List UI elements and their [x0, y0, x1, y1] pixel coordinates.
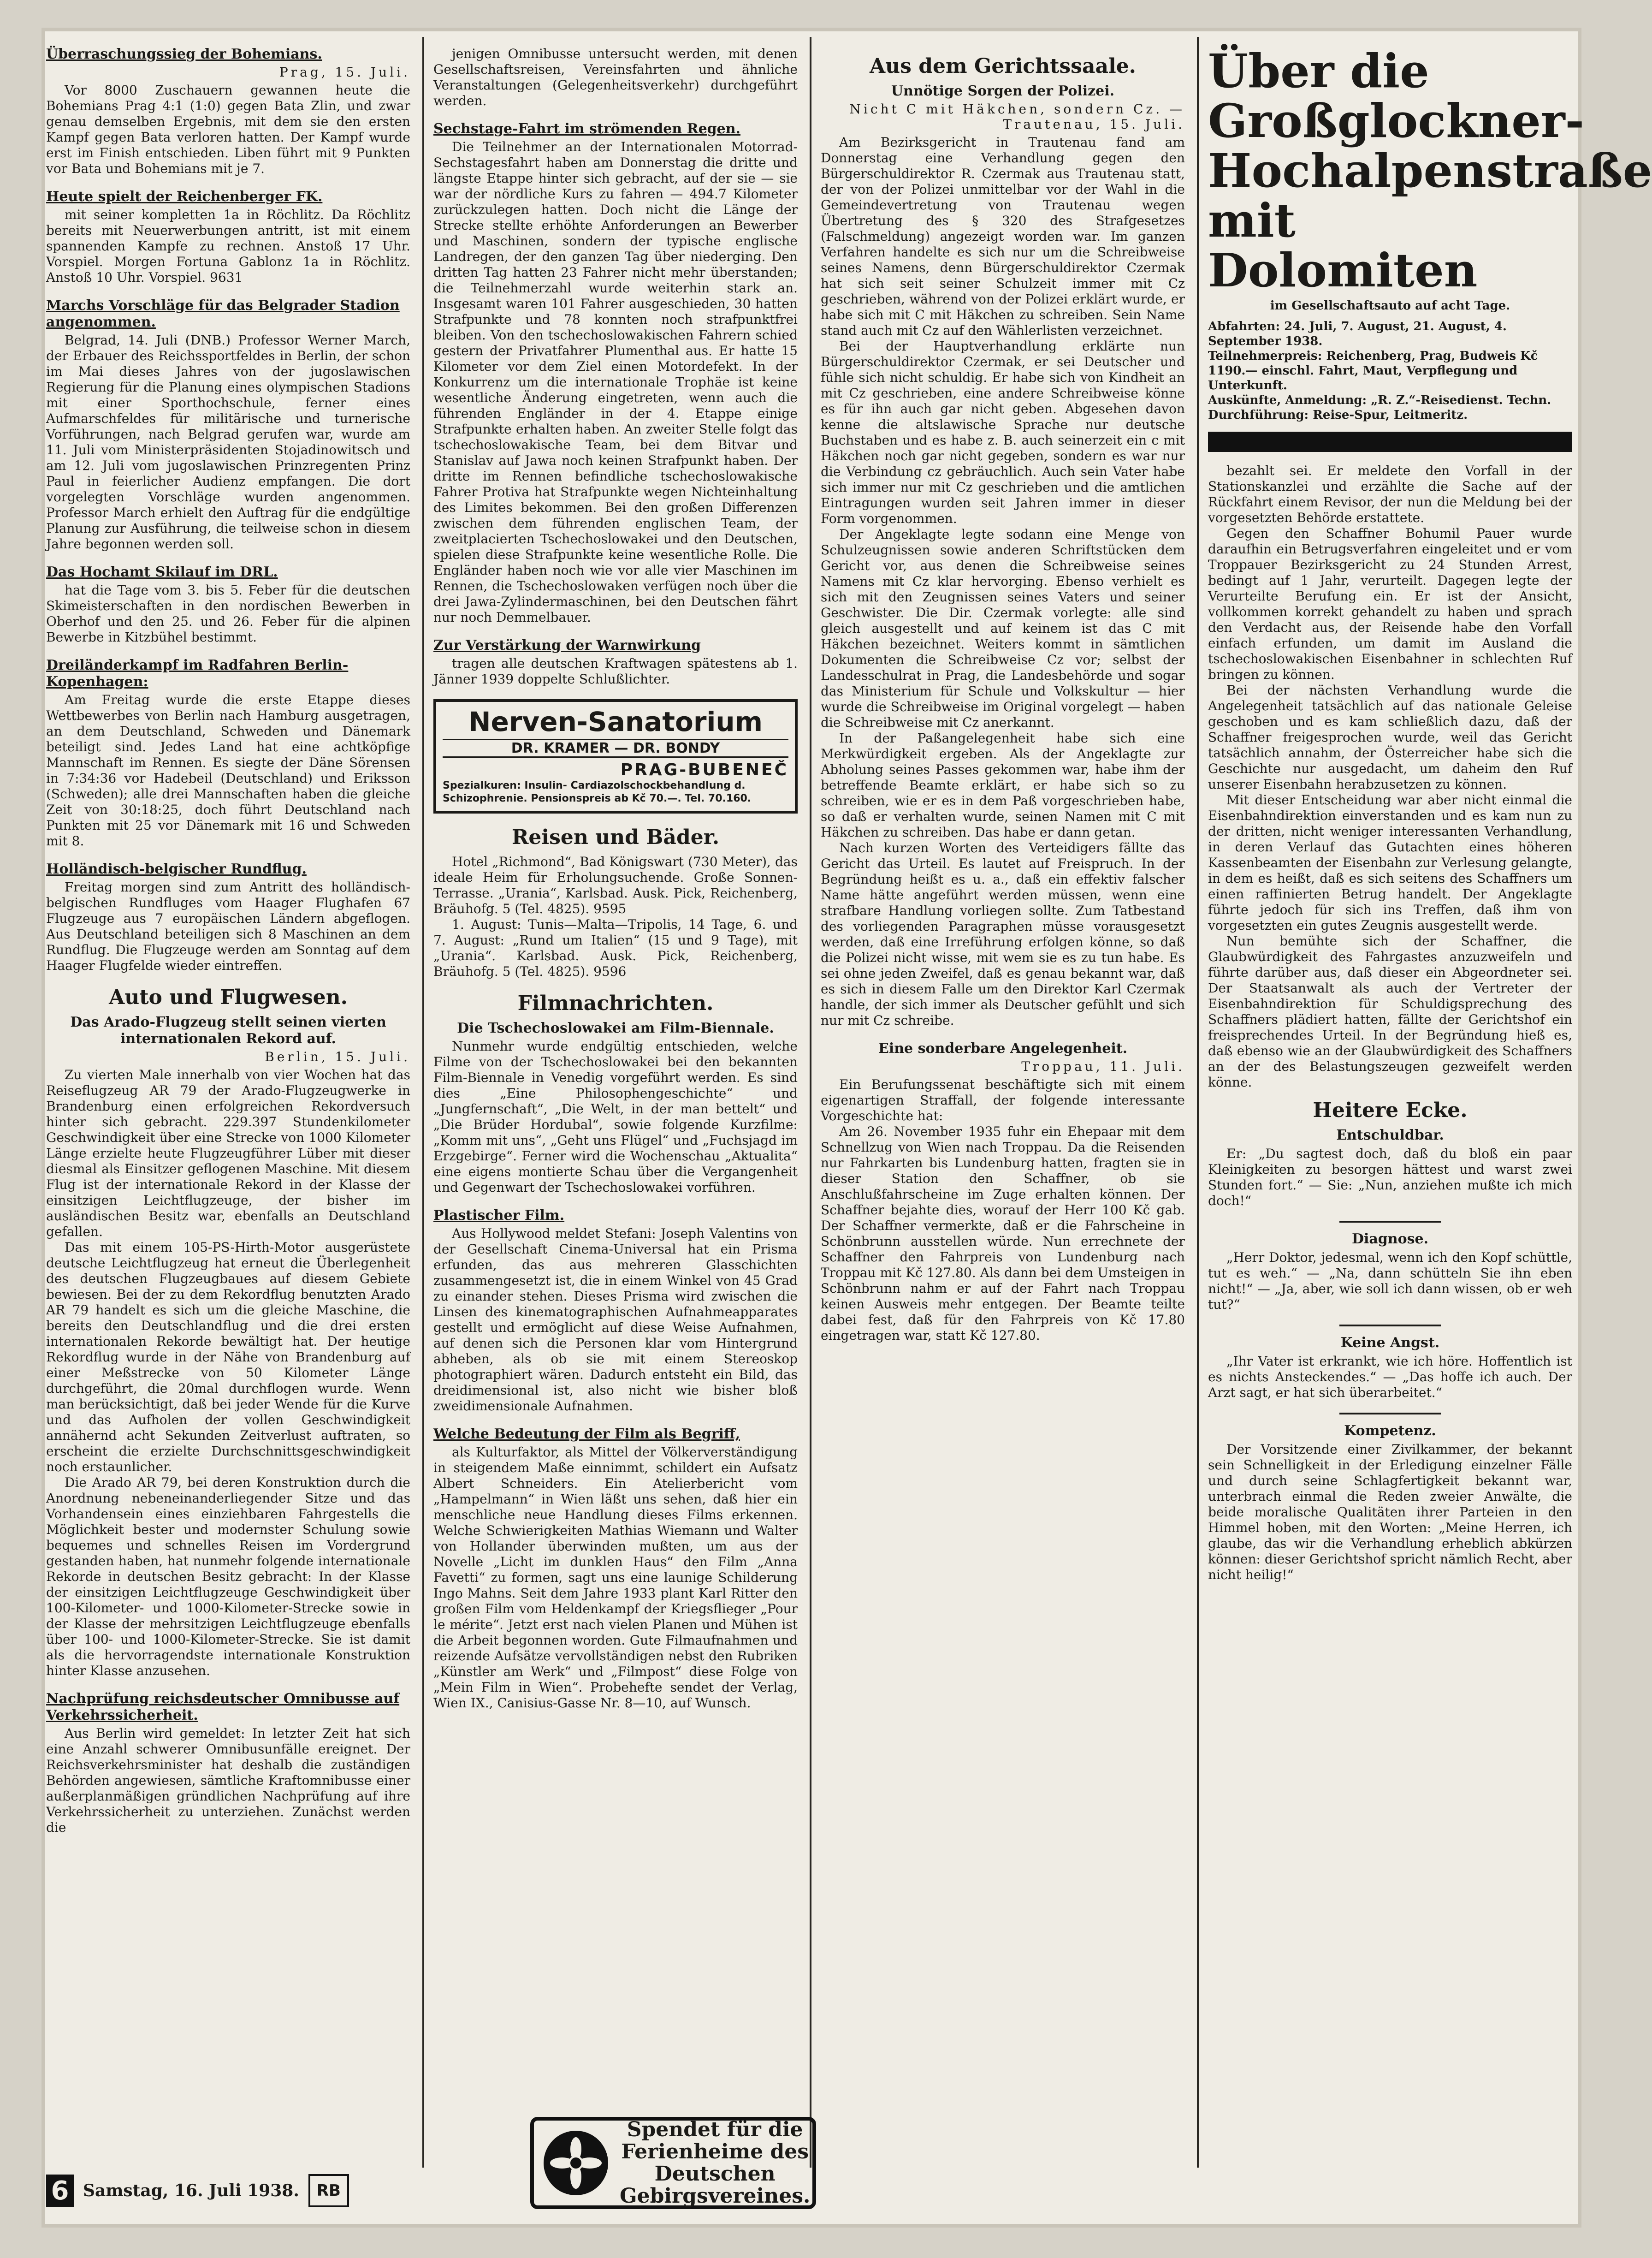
article-paragraph: Bei der nächsten Verhandlung wurde die Angelegenheit tatsächlich auf das nationale Geleise geschoben und es kam schließlich dazu, daß der Schaffner freigesprochen wurde, weil das Gericht tatsächlich annahm, der Österreicher habe sich die Geschichte nur ausgedacht, um daheim den Ruf unserer Eisenbahn herabzusetzen zu können.: [1208, 683, 1572, 792]
article-paragraph: Das mit einem 105-PS-Hirth-Motor ausgerüstete deutsche Leichtflugzeug hat erneut die Überlegenheit des deutschen Flugzeugbaues auf diesem Gebiete bewiesen. Bei der zu dem Rekordflug benutzten Arado AR 79 handelt es sich um die gleiche Maschine, die bereits den Deutschlandflug und die drei ersten internationalen Rekorde bewältigt hat. Der heutige Rekordflug wurde in der Nähe von Brandenburg auf einer Meßstrecke von 50 Kilometer Länge durchgeführt, die 20mal durchflogen wurde. Wenn man berücksichtigt, daß bei jeder Wende für die Kurve und das Aufholen der vollen Geschwindigkeit annähernd acht Sekunden Zeitverlust auftraten, so erscheint die erzielte Durchschnittsgeschwindigkeit noch erstaunlicher.: [46, 1240, 410, 1474]
spende-text: Spendet für die Ferienheime des Deutschen Gebirgsvereines.: [620, 2118, 811, 2208]
article: [821, 1040, 1185, 1343]
newspaper-logo: RB: [308, 2174, 349, 2207]
column-rule: [810, 37, 811, 2168]
page-footer: [46, 2172, 415, 2209]
article: [433, 121, 798, 625]
article-paragraph: als Kulturfaktor, als Mittel der Völkerverständigung in steigendem Maße einnimmt, schildert ein Aufsatz Albert Schneiders. Ein Atelierbericht vom „Hampelmann“ in Wien läßt uns sehen, daß hier ein menschliche neue Handlung dieses Films erkennen. Welche Schwierigkeiten Mathias Wiemann und Walter von Hollander überwinden mußten, um aus der Novelle „Licht im dunklen Haus“ den Film „Anna Favetti“ zu formen, sagt uns eine launige Schilderung Ingo Mahns. Seit dem Jahre 1933 plant Karl Ritter den großen Film vom Heldenkampf der Kriegsflieger „Pour le mérite“. Jetzt erst nach vielen Planen und Mühen ist die Arbeit begonnen worden. Gute Filmaufnahmen und reizende Aufsätze vervollständigen nebst den Rubriken „Künstler am Werk“ und „Filmpost“ diese Folge von „Mein Film in Wien“. Probehefte sendet der Verlag, Wien IX., Canisius-Gasse Nr. 8—10, auf Wunsch.: [433, 1444, 798, 1711]
article-paragraph: Nun bemühte sich der Schaffner, die Glaubwürdigkeit des Fahrgastes anzuzweifeln und führte darüber aus, daß dieser ein Abgeordneter sei. Der Staatsanwalt als auch der Vertreter der Eisenbahndirektion für Schuldigsprechung des Schaffners plädiert hatten, fällte der Gerichtshof ein freisprechendes Urteil. In der Begründung hieß es, daß ebenso wie an der Glaubwürdigkeit des Schaffners an der des Belastungszeugen gezweifelt werden könne.: [1208, 933, 1572, 1090]
section-heading: Filmnachrichten.: [517, 992, 714, 1015]
advert-doctors: DR. KRAMER — DR. BONDY: [443, 739, 788, 758]
article: [821, 83, 1185, 1028]
advert-location: PRAG-BUBENEČ: [620, 761, 788, 779]
tour-ad-headline: Über die Großglockner-Hochalpenstraße mit Dolomiten: [1208, 44, 1652, 297]
article-headline: Heute spielt der Reichenberger FK.: [46, 189, 323, 205]
article: [46, 657, 410, 849]
article-paragraph: Bei der Hauptverhandlung erklärte nun Bürgerschuldirektor Czermak, er sei Deutscher und fühle sich nicht schuldig. Er habe sich von Kindheit an mit Cz geschrieben, eine andere Schreibweise könne es für ihn auch gar nicht geben. Abgesehen davon kenne die altslawische Sprache nur deutsche Buchstaben und es habe z. B. auch seinerzeit ein c mit Häkchen noch gar nicht gegeben, sondern es war nur die Verbindung cz gebräuchlich. Auch sein Vater habe sich immer nur mit Cz geschrieben und die amtlichen Eintragungen wurden seit Jahren immer in dieser Form vorgenommen.: [821, 339, 1185, 526]
article-paragraph: mit seiner kompletten 1a in Röchlitz. Da Röchlitz bereits mit Neuerwerbungen antritt, ist mit einem spannenden Kampfe zu rechnen. Anstoß 17 Uhr. Vorspiel. Morgen Fortuna Gablonz 1a in Röchlitz. Anstoß 10 Uhr. Vorspiel. 9631: [46, 207, 410, 285]
article-headline: Die Tschechoslowakei am Film-Biennale.: [457, 1020, 774, 1036]
column-rule: [1197, 37, 1199, 2168]
article-paragraph: Aus Hollywood meldet Stefani: Joseph Valentins von der Gesellschaft Cinema-Universal hat ein Prisma erfunden, das aus mehreren Glasschichten zusammengesetzt ist, die in einem Winkel von 45 Grad zu einander stehen. Dieses Prisma wird zwischen die Linsen des kinematographischen Aufnahmeapparates gestellt und ermöglicht auf diese Weise Aufnahmen, auf denen sich die Personen klar vom Hintergrund abheben, als ob sie mit einem Stereoskop photographiert wären. Dadurch entsteht ein Bild, das dreidimensional ist, also nicht wie bisher bloß zweidimensionale Aufnahmen.: [433, 1226, 798, 1414]
article-paragraph: 1. August: Tunis—Malta—Tripolis, 14 Tage, 6. und 7. August: „Rund um Italien“ (15 und 9 Tage), mit „Urania“. Karlsbad. Ausk. Pick, Reichenberg, Bräuhofg. 5 (Tel. 4825). 9596: [433, 917, 798, 979]
article-headline: Marchs Vorschläge für das Belgrader Stadion angenommen.: [46, 297, 400, 330]
article-paragraph: bezahlt sei. Er meldete den Vorfall in der Stationskanzlei und erzählte die Sache auf der Rückfahrt einem Revisor, der nun die Meldung bei der vorgesetzten Behörde erstattete.: [1208, 463, 1572, 525]
edelweiss-emblem-icon: [541, 2128, 610, 2198]
article: [433, 1426, 798, 1711]
issue-date: Samstag, 16. Juli 1938.: [83, 2181, 299, 2200]
article-paragraph: In der Paßangelegenheit habe sich eine Merkwürdigkeit ergeben. Als der Angeklagte zur Abholung seines Passes gekommen war, habe ihm der betreffende Beamte erklärt, er habe sich so zu schreiben, wie er es in dem Paß vorgeschrieben habe, so daß er verhalten wurde, seinen Namen mit C mit Häkchen zu schreiben. Das habe er dann getan.: [821, 731, 1185, 840]
joke-text: Der Vorsitzende einer Zivilkammer, der bekannt sein Schnelligkeit in der Erledigung einzelner Fälle und durch seine Schlagfertigkeit bekannt war, unterbrach einmal die Reden zweier Anwälte, die beide moralische Qualitäten ihrer Parteien in den Himmel hoben, mit den Worten: „Meine Herren, ich glaube, das wir die Verhandlung erheblich abkürzen können: dieser Gerichtshof spricht nämlich Recht, aber nicht heilig!“: [1208, 1442, 1572, 1582]
advert-title: Nerven-Sanatorium: [468, 706, 763, 737]
joke-separator: [1339, 1221, 1441, 1223]
article-headline: Eine sonderbare Angelegenheit.: [878, 1040, 1128, 1057]
article-paragraph: Freitag morgen sind zum Antritt des holländisch-belgischen Rundfluges vom Haager Flughafen 67 Flugzeuge aus 7 europäischen Ländern abgeflogen. Aus Deutschland beteiligen sich 8 Maschinen an dem Rundflug. Die Flugzeuge werden am Sonntag auf dem Haager Flugfelde wieder eintreffen.: [46, 879, 410, 973]
column-2: [433, 46, 798, 2029]
article: [46, 189, 410, 285]
article-headline: Welche Bedeutung der Film als Begriff,: [433, 1426, 740, 1442]
joke: [1208, 1127, 1572, 1209]
article-paragraph: Am Freitag wurde die erste Etappe dieses Wettbewerbes von Berlin nach Hamburg ausgetragen, an dem Deutschland, Schweden und Dänemark beteiligt sind. Jedes Land hat eine achtköpfige Mannschaft im Rennen. Es siegte der Däne Sörensen in 7:34:36 vor Hadebeil (Deutschland) und Eriksson (Schweden); alle drei Mannschaften haben die gleiche Zeit von 30:18:25, doch führt Deutschland nach Punkten mit 25 vor Dänemark mit 16 und Schweden mit 8.: [46, 692, 410, 849]
section-heading: Aus dem Gerichtssaale.: [869, 54, 1136, 78]
article-headline: Zur Verstärkung der Warnwirkung: [433, 637, 701, 654]
sanatorium-advert: [433, 699, 798, 814]
column-3: [821, 46, 1185, 2149]
railway-article: [1208, 463, 1572, 1090]
article-paragraph: Gegen den Schaffner Bohumil Pauer wurde daraufhin ein Betrugsverfahren eingeleitet und er vom Troppauer Bezirksgericht zu 24 Stunden Arrest, bedingt auf 1 Jahr, verurteilt. Dagegen legte der Verurteilte Berufung ein. Er ist der Ansicht, vollkommen korrekt gehandelt zu haben und sprach den Verdacht aus, der Reisende habe den Vorfall einfach erfunden, um damit im Ausland die tschechoslowakischen Eisenbahner in schlechten Ruf bringen zu können.: [1208, 526, 1572, 682]
article-paragraph: jenigen Omnibusse untersucht werden, mit denen Gesellschaftsreisen, Vereinsfahrten und ähnliche Veranstaltungen (Gelegenheitsverkehr) durchgeführt werden.: [433, 46, 798, 108]
tour-ad-info: Auskünfte, Anmeldung: „R. Z.“-Reisedienst. Techn. Durchführung: Reise-Spur, Leitmeritz.: [1208, 393, 1551, 422]
column-1: [46, 46, 410, 2149]
article: [46, 564, 410, 645]
joke: [1208, 1335, 1572, 1401]
section-heading: Reisen und Bäder.: [511, 826, 720, 849]
joke: [1208, 1423, 1572, 1583]
article-paragraph: hat die Tage vom 3. bis 5. Feber für die deutschen Skimeisterschaften in den nordischen Bewerben in Oberhof und den 25. und 26. Feber für die alpinen Bewerbe in Kitzbühel bestimmt.: [46, 582, 410, 645]
article: [433, 1207, 798, 1414]
article-headline: Plastischer Film.: [433, 1207, 565, 1224]
article-paragraph: Hotel „Richmond“, Bad Königswart (730 Meter), das ideale Heim für Erholungsuchende. Große Sonnen-Terrasse. „Urania“, Karlsbad. Ausk. Pick, Reichenberg, Bräuhofg. 5 (Tel. 4825). 9595: [433, 854, 798, 916]
article-headline: Sechstage-Fahrt im strömenden Regen.: [433, 121, 740, 137]
tour-ad-subline: im Gesellschaftsauto auf acht Tage.: [1270, 299, 1510, 313]
article-headline: Dreiländerkampf im Radfahren Berlin-Kopenhagen:: [46, 657, 349, 690]
article-dateline: Berlin, 15. Juli.: [265, 1049, 410, 1064]
article-paragraph: Die Arado AR 79, bei deren Konstruktion durch die Anordnung nebeneinanderliegender Sitze und das Vorhandensein eines einziehbaren Fahrgestells die Möglichkeit bester und modernster Schulung sowie bequemes und schnelles Reisen im Vordergrund gestanden haben, hat nunmehr folgende internationale Rekorde in deutschen Besitz gebracht: In der Klasse der einsitzigen Leichtflugzeuge Geschwindigkeit über 100-Kilometer- und 1000-Kilometer-Strecke sowie in der Klasse der mehrsitzigen Leichtflugzeuge ebenfalls über 100- und 1000-Kilometer-Strecke. Sie ist damit als die hervorragendste internationale Konstruktion hinter Klasse anzusehen.: [46, 1475, 410, 1678]
joke: [1208, 1231, 1572, 1313]
article-paragraph: Vor 8000 Zuschauern gewannen heute die Bohemians Prag 4:1 (1:0) gegen Bata Zlin, und zwar genau demselben Ergebnis, mit dem sie den ersten Kampf gegen Bata verloren hatten. Der Kampf wurde erst im Finish entschieden. Liben führt mit 9 Punkten vor Bata und Bohemians mit je 7.: [46, 83, 410, 176]
article-paragraph: Mit dieser Entscheidung war aber nicht einmal die Eisenbahndirektion einverstanden und es kam nun zu der dritten, nicht weniger interessanten Verhandlung, in deren Verlauf das Gutachten eines höheren Kassenbeamten der Eisenbahn zur Verlesung gelangte, in dem es heißt, daß es sich seitens des Schaffners um einen raffinierten Betrug handelt. Der Angeklagte führte jedoch für sich ins Treffen, daß ihm von vorgesetzten ein gutes Zeugnis ausgestellt werde.: [1208, 792, 1572, 933]
article-paragraph: Belgrad, 14. Juli (DNB.) Professor Werner March, der Erbauer des Reichssportfeldes in Berlin, der schon im Mai dieses Jahres von der jugoslawischen Regierung für die Planung eines olympischen Stadions mit einer Sporthochschule, ferner eines Aufmarschfeldes für militärische und turnerische Vorführungen, nach Belgrad gerufen war, wurde am 11. Juli vom Ministerpräsidenten Stojadinowitsch und am 12. Juli vom jugoslawischen Prinzregenten Prinz Paul in feierlicher Audienz empfangen. Die dort vorgelegten Vorschläge wurden angenommen. Professor March erhielt den Auftrag für die endgültige Planung zur Ausführung, die teilweise schon in diesem Jahre begonnen werden soll.: [46, 333, 410, 552]
spende-advert: [530, 2117, 816, 2209]
page-number: 6: [46, 2175, 74, 2207]
article-paragraph: Die Teilnehmer an der Internationalen Motorrad-Sechstagesfahrt haben am Donnerstag die dritte und längste Etappe hinter sich gebracht, auf der sie — sie war der nördliche Kurs zu fahren — 494.7 Kilometer zurückzulegen hatten. Doch nicht die Länge der Strecke stellte erhöhte Anforderungen an Bewerber und Maschinen, sondern der typische englische Landregen, der den ganzen Tag über niederging. Den dritten Tag hatten 23 Fahrer nicht mehr überstanden; die Teilnehmerzahl wurde weiterhin stark an. Insgesamt waren 101 Fahrer ausgeschieden, 30 hatten Strafpunkte und 78 konnten noch strafpunktfrei bleiben. Von den tschechoslowakischen Fahrern schied gestern der Privatfahrer Plumenthal aus. Er hatte 15 Kilometer vor dem Ziel einen Motordefekt. In der Konkurrenz um die internationale Trophäe ist keine wesentliche Änderung eingetreten, wenn auch die führenden Engländer in der 4. Etappe einige Strafpunkte erhalten haben. An zweiter Stelle folgt das tschechoslowakische Team, bei dem Bitvar und Stanislav auf Jawa noch keinen Strafpunkt haben. Der dritte im Rennen befindliche tschechoslowakische Fahrer Protiva hat Strafpunkte wegen Nichteinhaltung des Limites bekommen. Bei den großen Differenzen zwischen dem führenden englischen Team, der zweitplacierten Tschechoslowakei und den Deutschen, spielen diese Strafpunkte keine wesentliche Rolle. Die Engländer haben noch wie vor alle vier Maschinen im Rennen, die Tschechoslowaken verfügen noch über die drei Jawa-Zylindermaschinen, bei den Deutschen fährt nur noch Demmelbauer.: [433, 139, 798, 625]
article: [46, 46, 410, 177]
joke-text: „Herr Doktor, jedesmal, wenn ich den Kopf schüttle, tut es weh.“ — „Na, dann schütteln Sie ihn eben nicht!“ — „Ja, aber, wie soll ich dann wissen, ob er weh tut?“: [1208, 1250, 1572, 1312]
article-headline: Nachprüfung reichsdeutscher Omnibusse auf Verkehrssicherheit.: [46, 1691, 400, 1723]
joke-title: Diagnose.: [1351, 1231, 1429, 1247]
article-paragraph: Ein Berufungssenat beschäftigte sich mit einem eigenartigen Straffall, der folgende interessante Vorgeschichte hat:: [821, 1077, 1185, 1123]
article: [433, 46, 798, 109]
tour-ad-info: Teilnehmerpreis: Reichenberg, Prag, Budweis Kč 1190.— einschl. Fahrt, Maut, Verpflegung und Unterkunft.: [1208, 349, 1538, 392]
article-dateline: Prag, 15. Juli.: [279, 65, 410, 80]
article: [46, 1691, 410, 1836]
article: [433, 854, 798, 980]
joke-text: Er: „Du sagtest doch, daß du bloß ein paar Kleinigkeiten zu besorgen hättest und warst zwei Stunden fort.“ — Sie: „Nun, anziehen mußte ich mich doch!“: [1208, 1146, 1572, 1208]
jokes-list: [1208, 1127, 1572, 1583]
joke-separator: [1339, 1325, 1441, 1326]
article-paragraph: Nunmehr wurde endgültig entschieden, welche Filme von der Tschechoslowakei bei den bekannten Film-Biennale in Venedig vorgeführt werden. Es sind dies „Eine Philosophengeschichte“ und „Jungfernschaft“, „Die Welt, in der man bettelt“ und „Die Brüder Hordubal“, sowie folgende Kurzfilme: „Komm mit uns“, „Geht uns Flügel“ und „Fuchsjagd im Erzgebirge“. Ferner wird die Wochenschau „Aktualita“ eine eigens montierte Schau über die Vergangenheit und Gegenwart der Tschechoslowakei vorführen.: [433, 1039, 798, 1195]
article: [433, 1020, 798, 1195]
joke-separator: [1339, 1413, 1441, 1414]
article-paragraph: tragen alle deutschen Kraftwagen spätestens ab 1. Jänner 1939 doppelte Schlußlichter.: [433, 656, 798, 687]
article: [433, 637, 798, 687]
joke-title: Keine Angst.: [1340, 1335, 1440, 1351]
joke-title: Kompetenz.: [1344, 1423, 1436, 1439]
article-headline: Holländisch-belgischer Rundflug.: [46, 861, 307, 877]
article-paragraph: Am Bezirksgericht in Trautenau fand am Donnerstag eine Verhandlung gegen den Bürgerschuldirektor R. Czermak aus Trautenau statt, der von der Polizei unmittelbar vor der Wahl in die Gemeindevertretung von Trautenau wegen Übertretung des § 320 des Strafgesetzes (Falschmeldung) angezeigt worden war. Im ganzen Verfahren handelte es sich nur um die Schreibweise seines Namens, denn Bürgerschuldirektor Czermak hat sich seit seiner Schulzeit immer mit Cz geschrieben, während von der Polizei erklärt wurde, er habe sich mit C mit Häkchen zu schreiben. Sein Name stand auch mit Cz auf den Wählerlisten verzeichnet.: [821, 135, 1185, 338]
column-rule: [422, 37, 424, 2168]
article-paragraph: Am 26. November 1935 fuhr ein Ehepaar mit dem Schnellzug von Wien nach Troppau. Da die Reisenden nur Fahrkarten bis Lundenburg hatten, fragten sie in dieser Station den Schaffner, ob sie Anschlußfahrscheine im Zuge erhalten können. Der Schaffner bejahte dies, worauf der Herr 100 Kč gab. Der Schaffner vermerkte, daß er die Fahrscheine in Schönbrunn ausstellen würde. Nun errechnete der Schaffner den Fahrpreis von Lundenburg nach Troppau mit Kč 127.80. Als dann bei dem Umsteigen in Schönbrunn nahm er auf der Fahrt nach Troppau keinen Ausweis mehr entgegen. Der Beamte teilte dabei fest, daß für den Fahrpreis von Kč 17.80 eingetragen war, statt Kč 127.80.: [821, 1124, 1185, 1343]
article: [46, 861, 410, 974]
tour-ad-info: Abfahrten: 24. Juli, 7. August, 21. August, 4. September 1938.: [1208, 320, 1507, 348]
article-dateline: Nicht C mit Häkchen, sondern Cz. — Trautenau, 15. Juli.: [849, 101, 1185, 132]
black-bar-divider: [1208, 432, 1572, 452]
section-heading-heitere-ecke: Heitere Ecke.: [1313, 1099, 1468, 1122]
article: [46, 297, 410, 552]
article-paragraph: Nach kurzen Worten des Verteidigers fällte das Gericht das Urteil. Es lautet auf Freispruch. In der Begründung heißt es u. a., daß ein effektiv falscher Name hätte angeführt werden müssen, wenn eine strafbare Handlung vorliegen sollte. Zum Tatbestand des vorliegenden Paragraphen müsse vorausgesetzt werden, daß eine Irreführung erfolgen könne, so daß die Polizei nicht wisse, mit wem sie es zu tun habe. Es sei ohne jeden Zweifel, daß es genau bekannt war, daß es sich in diesem Falle um den Direktor Karl Czermak handle, der sich immer als Deutscher gefühlt und sich nur mit Cz schreibe.: [821, 840, 1185, 1028]
article-headline: Überraschungssieg der Bohemians.: [46, 46, 322, 62]
section-heading: Auto und Flugwesen.: [109, 986, 348, 1009]
article-headline: Das Arado-Flugzeug stellt seinen vierten internationalen Rekord auf.: [70, 1014, 386, 1047]
newspaper-page: [41, 28, 1652, 2228]
article: [46, 1014, 410, 1679]
article-paragraph: Zu vierten Male innerhalb von vier Wochen hat das Reiseflugzeug AR 79 der Arado-Flugzeugwerke in Brandenburg einen erfolgreichen Rekordversuch hinter sich gebracht. 229.397 Stundenkilometer Geschwindigkeit über eine Strecke von 1000 Kilometer Länge erzielte heute Flugzeugführer Lüber mit dieser diesmal als Einsitzer geflogenen Maschine. Mit diesem Flug ist der internationale Rekord in der Klasse der einsitzigen Leichtflugzeuge, der bisher im ausländischen Besitz war, ebenfalls an Deutschland gefallen.: [46, 1067, 410, 1239]
column-4: [1208, 44, 1652, 2149]
joke-text: „Ihr Vater ist erkrankt, wie ich höre. Hoffentlich ist es nichts Ansteckendes.“ — „Das hoffe ich auch. Der Arzt sagt, er hat sich überarbeitet.“: [1208, 1354, 1572, 1400]
article-paragraph: Der Angeklagte legte sodann eine Menge von Schulzeugnissen sowie anderen Schriftstücken dem Gericht vor, aus denen die Schreibweise seines Namens mit Cz klar hervorging. Ebenso verhielt es sich mit den Zeugnissen seines Vaters und seiner Geschwister. Die Dir. Czermak vorlegte: alle sind gleich ausgestellt und auf keinem ist das C mit Häkchen bezeichnet. Weiters kommt in sämtlichen Dokumenten die Schreibweise Cz vor; selbst der Landesschulrat in Prag, die Landesbehörde und sogar das Ministerium für Schule und Volkskultur — hier wurde die Schreibweise im Original vorgelegt — haben die Schreibweise mit Cz anerkannt.: [821, 527, 1185, 730]
article-headline: Unnötige Sorgen der Polizei.: [891, 83, 1115, 99]
advert-details: Spezialkuren: Insulin- Cardiazolschockbehandlung d. Schizophrenie. Pensionspreis ab Kč 70.—. Tel. 70.160.: [443, 780, 752, 804]
article-paragraph: Aus Berlin wird gemeldet: In letzter Zeit hat sich eine Anzahl schwerer Omnibusunfälle ereignet. Der Reichsverkehrsminister hat deshalb die zuständigen Behörden angewiesen, sämtliche Kraftomnibusse einer außerplanmäßigen gründlichen Nachprüfung auf ihre Verkehrssicherheit zu unterziehen. Zunächst werden die: [46, 1726, 410, 1835]
article-dateline: Troppau, 11. Juli.: [1021, 1059, 1185, 1074]
joke-title: Entschuldbar.: [1336, 1127, 1444, 1143]
article-headline: Das Hochamt Skilauf im DRL.: [46, 564, 278, 580]
